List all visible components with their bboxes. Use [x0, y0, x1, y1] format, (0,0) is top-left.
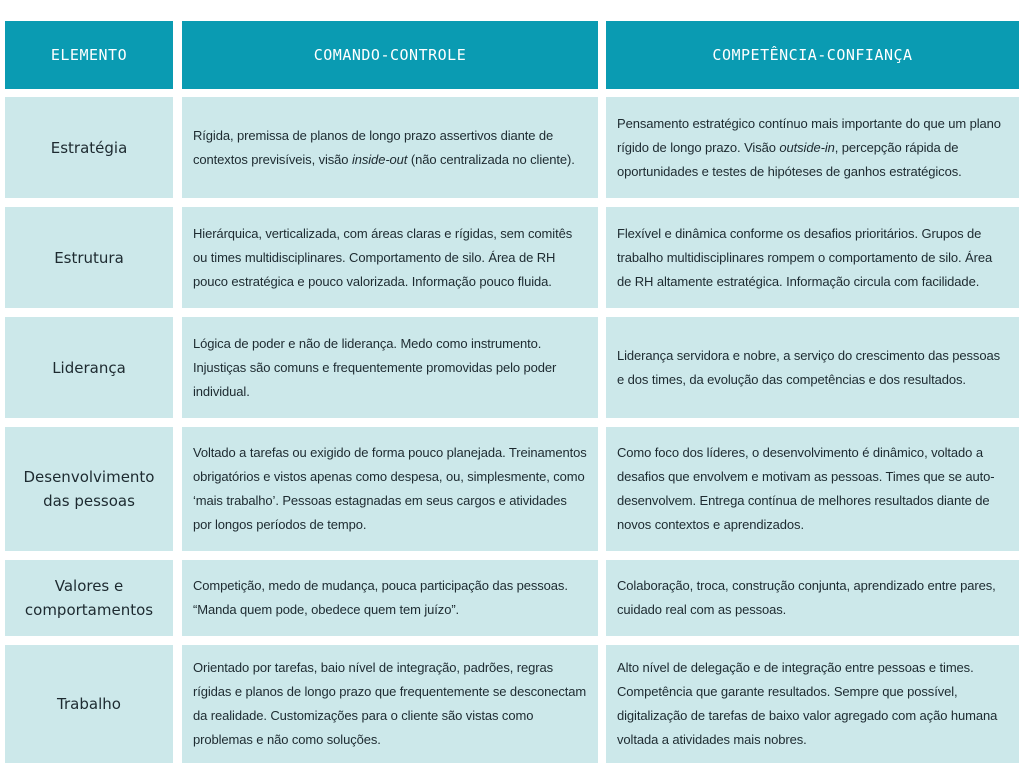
header-comando-controle: COMANDO-CONTROLE	[182, 21, 598, 89]
cell-comando-valores	[182, 560, 598, 636]
text: Hierárquica, verticalizada, com áreas claras e rígidas, sem comitês ou times multidisciplinares. Comportamento de silo. Área de RH pouco estratégica e pouco valorizada. Informação pouco fluida.	[193, 225, 573, 289]
header-competencia-confianca: COMPETÊNCIA-CONFIANÇA	[606, 21, 1019, 89]
row-label-trabalho: Trabalho	[5, 645, 173, 763]
cell-competencia-desenvolvimento	[606, 427, 1019, 551]
row-label-valores: Valores e comportamentos	[5, 560, 173, 636]
text: Liderança servidora e nobre, a serviço do crescimento das pessoas e dos times, da evolução das competências e dos resultados.	[617, 347, 1000, 387]
cell-comando-lideranca	[182, 317, 598, 418]
text: Alto nível de delegação e de integração entre pessoas e times. Competência que garante resultados. Sempre que possível, digitalização de tarefas de baixo valor agregado com ação humana voltada a atividades mais nobres.	[617, 660, 998, 747]
text: Voltado a tarefas ou exigido de forma pouco planejada. Treinamentos obrigatórios e vistos apenas como despesa, ou, simplesmente, como ‘mais trabalho’. Pessoas estagnadas em seus cargos e atividades por longos períodos de tempo.	[193, 445, 587, 532]
text: Flexível e dinâmica conforme os desafios prioritários. Grupos de trabalho multidisciplinares rompem o comportamento de silo. Área de RH altamente estratégica. Informação circula com facilidade.	[617, 225, 993, 289]
italic-term: outside-in	[779, 139, 835, 155]
text: Rígida, premissa de planos de longo prazo assertivos diante de contextos previsíveis, visão	[193, 127, 554, 167]
cell-comando-estrategia	[182, 97, 598, 198]
text: Lógica de poder e não de liderança. Medo como instrumento. Injustiças são comuns e frequentemente promovidas pelo poder individual.	[193, 335, 557, 399]
cell-comando-desenvolvimento	[182, 427, 598, 551]
cell-competencia-estrategia	[606, 97, 1019, 198]
row-label-estrutura: Estrutura	[5, 207, 173, 308]
row-label-desenvolvimento: Desenvolvimento das pessoas	[5, 427, 173, 551]
cell-comando-estrutura	[182, 207, 598, 308]
row-label-estrategia: Estratégia	[5, 97, 173, 198]
cell-competencia-lideranca	[606, 317, 1019, 418]
text: Competição, medo de mudança, pouca participação das pessoas. “Manda quem pode, obedece quem tem juízo”.	[193, 578, 568, 617]
text: Como foco dos líderes, o desenvolvimento é dinâmico, voltado a desafios que envolvem e motivam as pessoas. Times que se auto-desenvolvem. Entrega contínua de melhores resultados diante de novos contextos e aprendizados.	[617, 445, 995, 532]
text: , percepção rápida de oportunidades e testes de hipóteses de ganhos estratégicos.	[617, 139, 962, 179]
text: Orientado por tarefas, baio nível de integração, padrões, regras rígidas e planos de longo prazo que frequentemente se desconectam da realidade. Customizações para o cliente são vistas como problemas e não como soluções.	[193, 660, 587, 747]
cell-comando-trabalho	[182, 645, 598, 763]
italic-term: inside-out	[351, 151, 408, 167]
text: Pensamento estratégico contínuo mais importante do que um plano rígido de longo prazo. Visão	[617, 115, 1001, 155]
text: Colaboração, troca, construção conjunta, aprendizado entre pares, cuidado real com as pessoas.	[617, 578, 996, 617]
cell-competencia-estrutura	[606, 207, 1019, 308]
row-label-lideranca: Liderança	[5, 317, 173, 418]
cell-competencia-valores	[606, 560, 1019, 636]
cell-competencia-trabalho	[606, 645, 1019, 763]
text: (não centralizada no cliente).	[407, 151, 575, 167]
header-elemento: ELEMENTO	[5, 21, 173, 89]
